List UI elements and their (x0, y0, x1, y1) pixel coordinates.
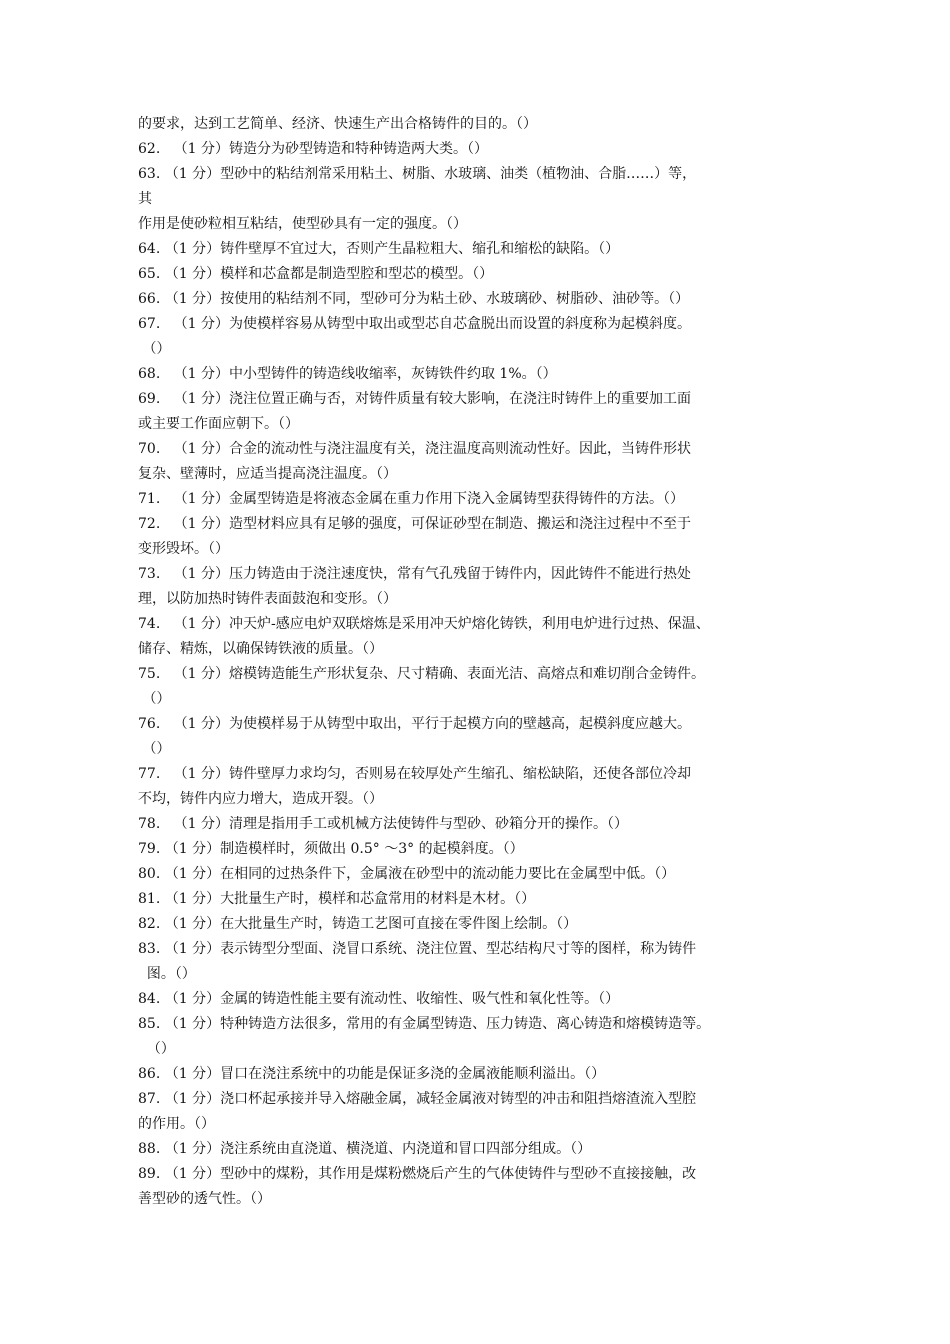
text-line: 理，以防加热时铸件表面鼓泡和变形。（） (138, 591, 397, 607)
question-86: 86. （1 分）冒口在浇注系统中的功能是保证多浇的金属液能顺利溢出。（） (138, 1066, 606, 1082)
question-63: 63. （1 分）型砂中的粘结剂常采用粘土、树脂、水玻璃、油类（植物油、合脂……）等， (138, 166, 697, 182)
question-89: 89. （1 分）型砂中的煤粉，其作用是煤粉燃烧后产生的气体使铸件与型砂不直接接触，改 (138, 1166, 697, 1182)
question-65: 65. （1 分）模样和芯盒都是制造型腔和型芯的模型。（） (138, 266, 494, 282)
text-line: 善型砂的透气性。（） (138, 1191, 271, 1207)
question-67: 67. （1 分）为使模样容易从铸型中取出或型芯自芯盒脱出而设置的斜度称为起模斜度。 (138, 316, 691, 332)
text-line: （） (138, 1041, 175, 1057)
question-80: 80. （1 分）在相同的过热条件下，金属液在砂型中的流动能力要比在金属型中低。（） (138, 866, 676, 882)
question-72: 72. （1 分）造型材料应具有足够的强度，可保证砂型在制造、搬运和浇注过程中不至于 (138, 516, 691, 532)
question-83: 83. （1 分）表示铸型分型面、浇冒口系统、浇注位置、型芯结构尺寸等的图样，称为铸件 (138, 941, 697, 957)
text-line: （） (138, 741, 171, 757)
question-list (138, 112, 828, 1212)
text-line: 其 (138, 191, 152, 207)
question-81: 81. （1 分）大批量生产时，模样和芯盒常用的材料是木材。（） (138, 891, 536, 907)
question-73: 73. （1 分）压力铸造由于浇注速度快，常有气孔残留于铸件内，因此铸件不能进行热处 (138, 566, 691, 582)
question-88: 88. （1 分）浇注系统由直浇道、横浇道、内浇道和冒口四部分组成。（） (138, 1141, 592, 1157)
text-line: （） (138, 341, 171, 357)
question-84: 84. （1 分）金属的铸造性能主要有流动性、收缩性、吸气性和氧化性等。（） (138, 991, 620, 1007)
text-line: 不均，铸件内应力增大，造成开裂。（） (138, 791, 383, 807)
question-64: 64. （1 分）铸件壁厚不宜过大，否则产生晶粒粗大、缩孔和缩松的缺陷。（） (138, 241, 620, 257)
question-75: 75. （1 分）熔模铸造能生产形状复杂、尺寸精确、表面光洁、高熔点和难切削合金铸件。 (138, 666, 705, 682)
text-line: （） (138, 691, 171, 707)
text-line: 变形毁坏。（） (138, 541, 229, 557)
question-71: 71. （1 分）金属型铸造是将液态金属在重力作用下浇入金属铸型获得铸件的方法。（） (138, 491, 684, 507)
text-line: 图。（） (138, 966, 196, 982)
text-line: 作用是使砂粒相互粘结，使型砂具有一定的强度。（） (138, 216, 467, 232)
question-69: 69. （1 分）浇注位置正确与否，对铸件质量有较大影响，在浇注时铸件上的重要加工面 (138, 391, 691, 407)
question-76: 76. （1 分）为使模样易于从铸型中取出，平行于起模方向的壁越高，起模斜度应越大。 (138, 716, 691, 732)
question-87: 87. （1 分）浇口杯起承接并导入熔融金属，减轻金属液对铸型的冲击和阻挡熔渣流入型腔 (138, 1091, 697, 1107)
question-85: 85. （1 分）特种铸造方法很多，常用的有金属型铸造、压力铸造、离心铸造和熔模铸造等。 (138, 1016, 711, 1032)
question-79: 79. （1 分）制造模样时，须做出 0.5° ～3° 的起模斜度。（） (138, 841, 524, 857)
question-82: 82. （1 分）在大批量生产时，铸造工艺图可直接在零件图上绘制。（） (138, 916, 578, 932)
question-74: 74. （1 分）冲天炉-感应电炉双联熔炼是采用冲天炉熔化铸铁，利用电炉进行过热、保温、 (138, 616, 710, 632)
text-line: 或主要工作面应朝下。（） (138, 416, 299, 432)
question-62: 62. （1 分）铸造分为砂型铸造和特种铸造两大类。（） (138, 141, 488, 157)
question-68: 68. （1 分）中小型铸件的铸造线收缩率，灰铸铁件约取 1%。（） (138, 366, 557, 382)
question-66: 66. （1 分）按使用的粘结剂不同，型砂可分为粘土砂、水玻璃砂、树脂砂、油砂等。（） (138, 291, 690, 307)
question-77: 77. （1 分）铸件壁厚力求均匀，否则易在较厚处产生缩孔、缩松缺陷，还使各部位冷却 (138, 766, 691, 782)
text-line: 的作用。（） (138, 1116, 215, 1132)
text-line: 储存、精炼，以确保铸铁液的质量。（） (138, 641, 383, 657)
question-78: 78. （1 分）清理是指用手工或机械方法使铸件与型砂、砂箱分开的操作。（） (138, 816, 628, 832)
question-70: 70. （1 分）合金的流动性与浇注温度有关，浇注温度高则流动性好。因此，当铸件形状 (138, 441, 691, 457)
text-line: 的要求，达到工艺简单、经济、快速生产出合格铸件的目的。（） (138, 116, 537, 132)
text-line: 复杂、壁薄时，应适当提高浇注温度。（） (138, 466, 397, 482)
